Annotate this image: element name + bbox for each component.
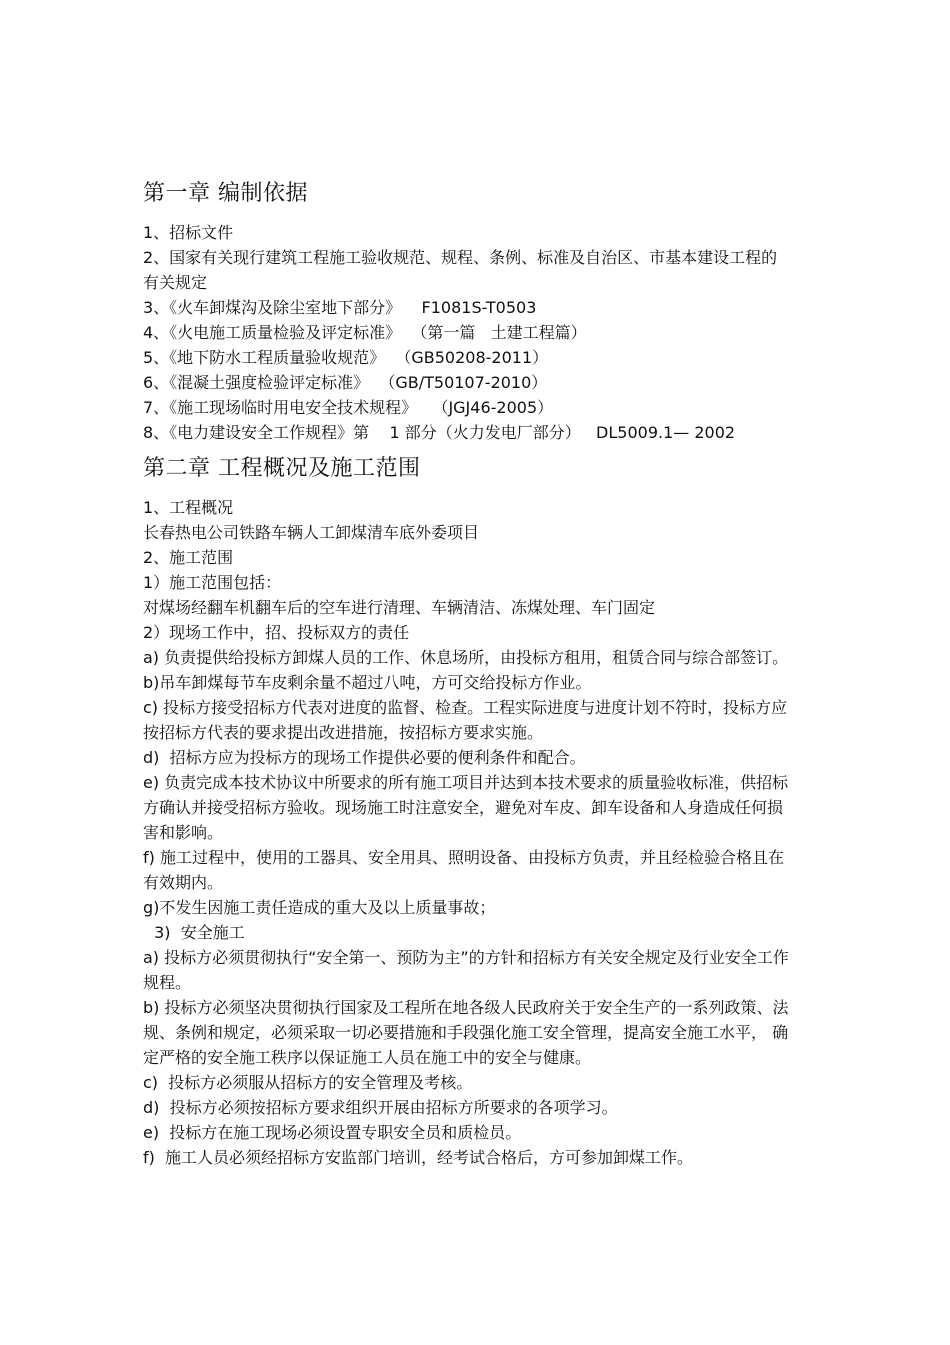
list-item: e) 负责完成本技术协议中所要求的所有施工项目并达到本技术要求的质量验收标准，供招标方确认并接受招标方验收。现场施工时注意安全，避免对车皮、卸车设备和人身造成任何损害和影响。: [143, 773, 789, 842]
document-page: [143, 172, 793, 1170]
list-item: 3) 安全施工: [149, 923, 245, 942]
chapter-1-list: [143, 220, 793, 445]
list-item: b)吊车卸煤每节车皮剩余量不超过八吨，方可交给投标方作业。: [143, 673, 592, 692]
list-item: 对煤场经翻车机翻车后的空车进行清理、车辆清洁、冻煤处理、车门固定: [143, 598, 656, 617]
list-item: b) 投标方必须坚决贯彻执行国家及工程所在地各级人民政府关于安全生产的一系列政策、法规、条例和规定，必须采取一切必要措施和手段强化施工安全管理，提高安全施工水平， 确定严格的安全施工秩序以保证施工人员在施工中的安全与健康。: [143, 998, 789, 1067]
list-item: f) 施工人员必须经招标方安监部门培训，经考试合格后，方可参加卸煤工作。: [143, 1148, 694, 1167]
list-item: 6、《混凝土强度检验评定标准》 （GB/T50107-2010）: [143, 373, 548, 392]
list-item: 8、《电力建设安全工作规程》第 1 部分（火力发电厂部分） DL5009.1— 2002: [143, 423, 736, 442]
list-item: d) 招标方应为投标方的现场工作提供必要的便利条件和配合。: [143, 748, 586, 767]
chapter-1-title: 第一章 编制依据: [143, 181, 308, 206]
list-item: c) 投标方接受招标方代表对进度的监督、检查。工程实际进度与进度计划不符时，投标方应按招标方代表的要求提出改进措施，按招标方要求实施。: [143, 698, 788, 742]
list-item: 2、施工范围: [143, 548, 234, 567]
list-item: g)不发生因施工责任造成的重大及以上质量事故；: [143, 898, 496, 917]
list-item: 2、国家有关现行建筑工程施工验收规范、规程、条例、标准及自治区、市基本建设工程的有关规定: [143, 248, 778, 292]
list-item: a) 投标方必须贯彻执行“安全第一、预防为主”的方针和招标方有关安全规定及行业安全工作规程。: [143, 948, 789, 992]
list-item: 1、招标文件: [143, 223, 234, 242]
list-item: e) 投标方在施工现场必须设置专职安全员和质检员。: [143, 1123, 522, 1142]
chapter-2-list: [143, 495, 793, 1170]
list-item: c) 投标方必须服从招标方的安全管理及考核。: [143, 1073, 473, 1092]
list-item: a) 负责提供给投标方卸煤人员的工作、休息场所，由投标方租用，租赁合同与综合部签订。: [143, 648, 789, 667]
list-item: 3、《火车卸煤沟及除尘室地下部分》 F1081S-T0503: [143, 298, 537, 317]
list-item: f) 施工过程中，使用的工器具、安全用具、照明设备、由投标方负责，并且经检验合格且在有效期内。: [143, 848, 784, 892]
list-item: 长春热电公司铁路车辆人工卸煤清车底外委项目: [143, 523, 480, 542]
list-item: 4、《火电施工质量检验及评定标准》 （第一篇 土建工程篇）: [143, 323, 587, 342]
list-item: 7、《施工现场临时用电安全技术规程》 （JGJ46-2005）: [143, 398, 554, 417]
list-item: 1、工程概况: [143, 498, 234, 517]
list-item: 2）现场工作中，招、投标双方的责任: [143, 623, 410, 642]
chapter-2-title: 第二章 工程概况及施工范围: [143, 456, 421, 481]
list-item: d) 投标方必须按招标方要求组织开展由招标方所要求的各项学习。: [143, 1098, 618, 1117]
list-item: 1）施工范围包括：: [143, 573, 282, 592]
list-item: 5、《地下防水工程质量验收规范》 （GB50208-2011）: [143, 348, 549, 367]
